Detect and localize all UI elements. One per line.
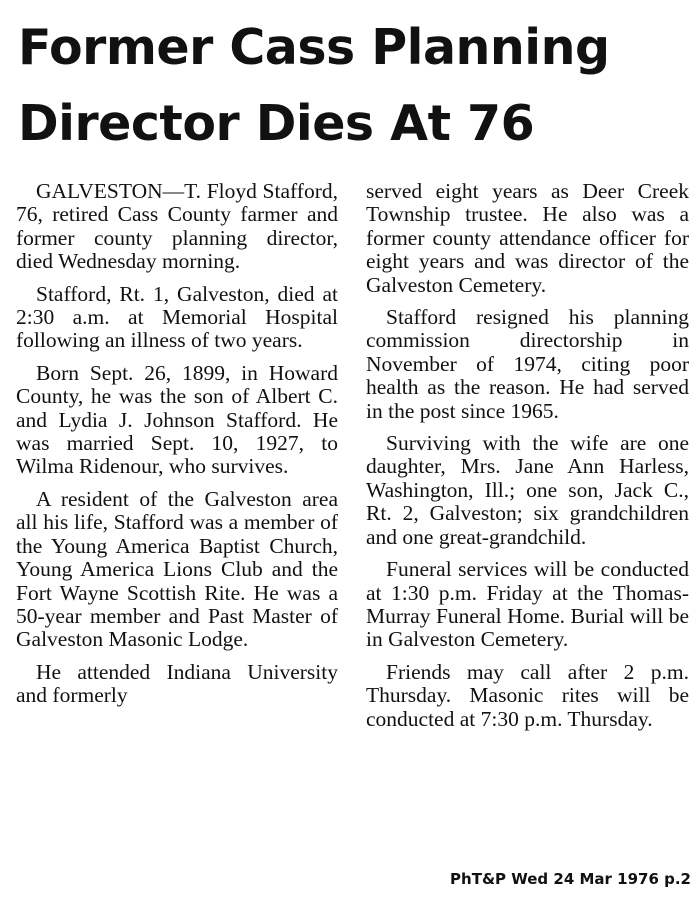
headline-line-1: Former Cass Planning — [18, 19, 610, 76]
headline-line-2: Director Dies At 76 — [18, 95, 535, 152]
paragraph: A resident of the Galveston area all his life, Stafford was a member of the Young America Baptist Church, Young America Lions Club and the Fort Wayne Scottish Rite. He was a 50-year member and Past Master of Galveston Masonic Lodge. — [16, 486, 338, 652]
paragraph: Surviving with the wife are one daughter, Mrs. Jane Ann Harless, Washington, Ill.; one son, Jack C., Rt. 2, Galveston; six grandchildren and one great-grandchild. — [366, 431, 689, 549]
paragraph: Born Sept. 26, 1899, in Howard County, he was the son of Albert C. and Lydia J. Johnson Stafford. He was married Sept. 10, 1927, to Wilma Ridenour, who survives. — [16, 360, 338, 479]
column-left — [16, 180, 338, 717]
paragraph: Friends may call after 2 p.m. Thursday. Masonic rites will be conducted at 7:30 p.m. Thursday. — [366, 659, 689, 731]
paragraph: Stafford resigned his planning commission directorship in November of 1974, citing poor health as the reason. He had served in the post since 1965. — [366, 305, 689, 423]
paragraph: served eight years as Deer Creek Township trustee. He also was a former county attendance officer for eight years and was director of the Galveston Cemetery. — [366, 179, 689, 297]
column-right — [366, 180, 689, 740]
paragraph: GALVESTON—T. Floyd Stafford, 76, retired Cass County farmer and former county planning director, died Wednesday morning. — [16, 179, 338, 274]
paragraph: Funeral services will be conducted at 1:30 p.m. Friday at the Thomas-Murray Funeral Home. Burial will be in Galveston Cemetery. — [366, 557, 689, 652]
paragraph: Stafford, Rt. 1, Galveston, died at 2:30 a.m. at Memorial Hospital following an illness of two years. — [16, 281, 338, 353]
headline — [18, 10, 688, 162]
source-credit: PhT&P Wed 24 Mar 1976 p.2 — [450, 870, 691, 888]
paragraph: He attended Indiana University and formerly — [16, 659, 338, 708]
